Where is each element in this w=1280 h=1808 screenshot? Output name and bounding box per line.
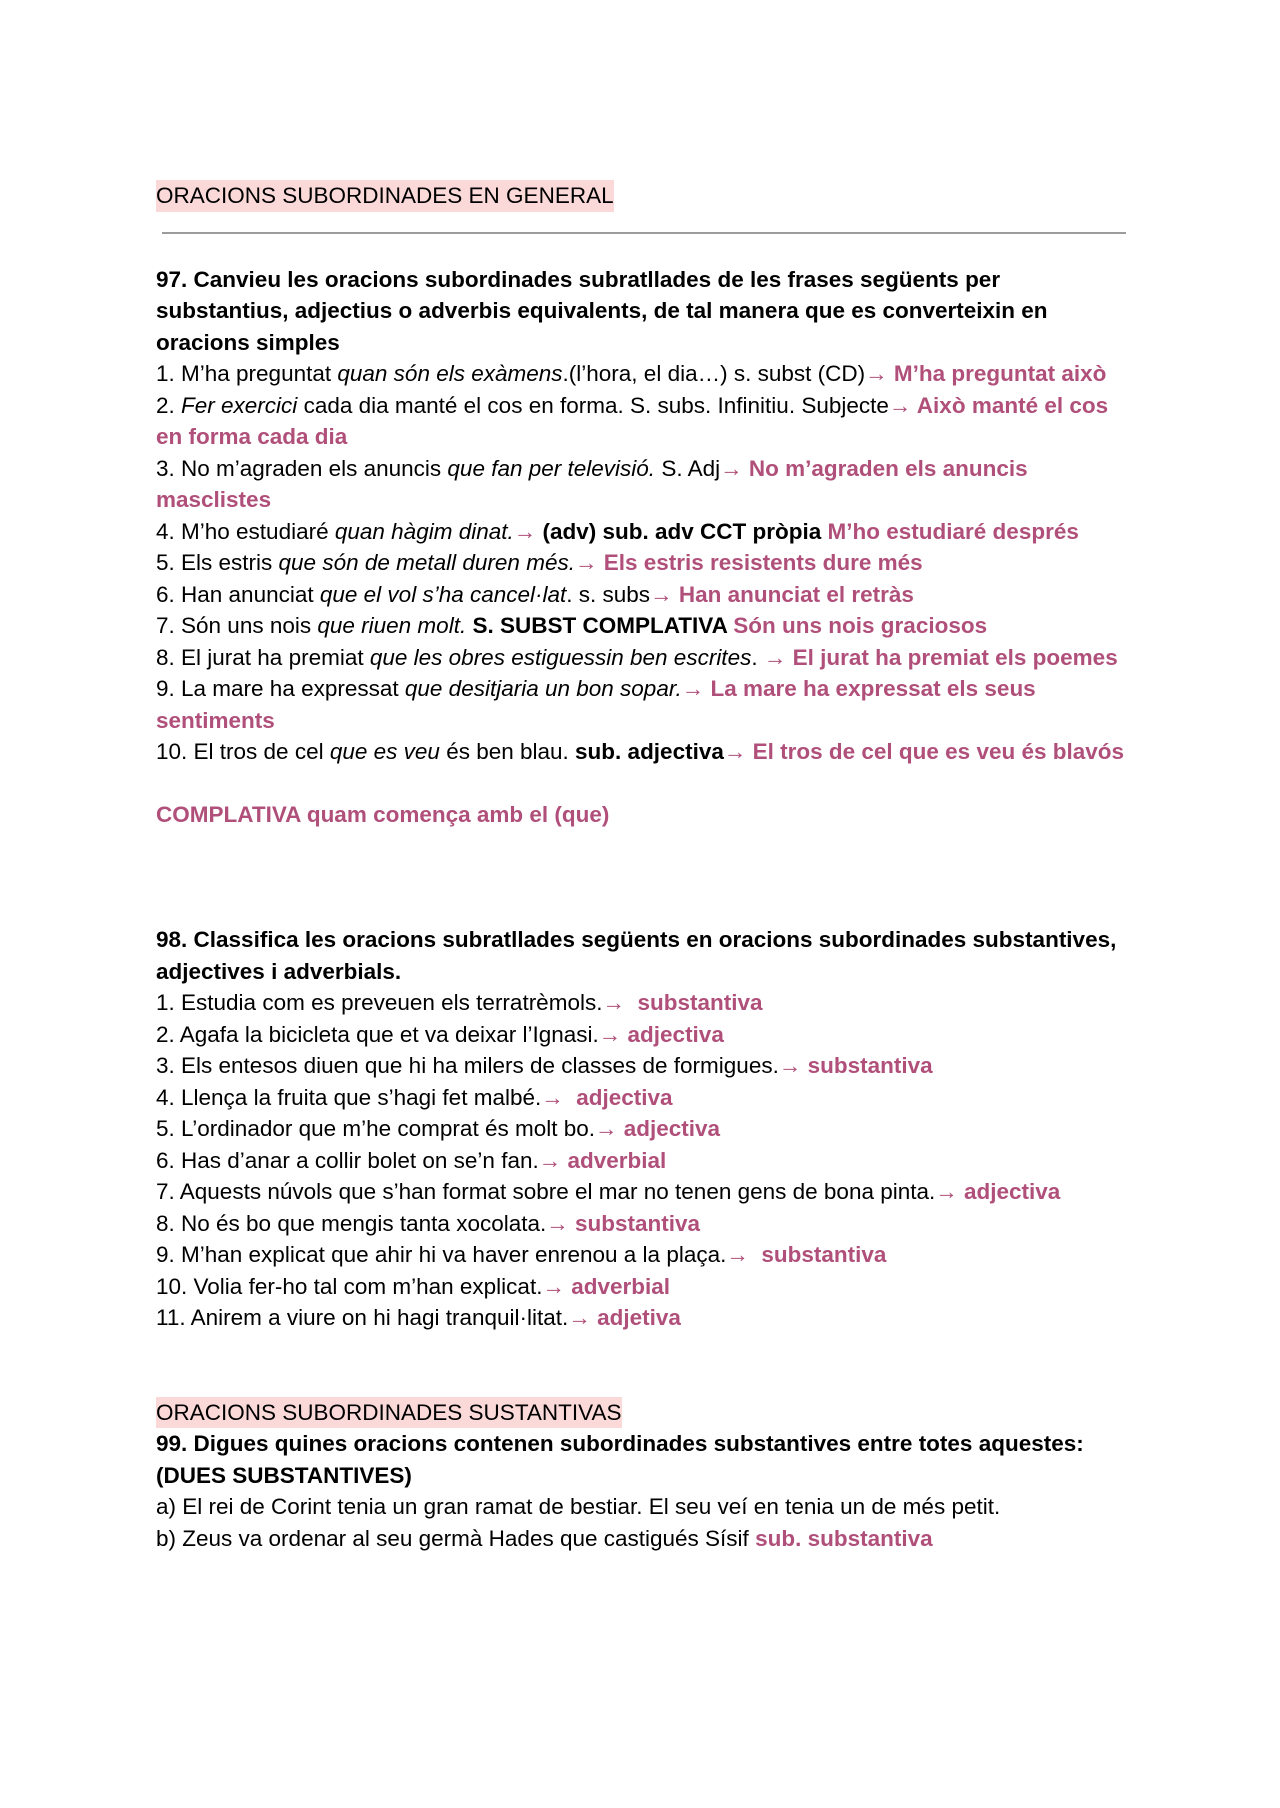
list-item: 9. La mare ha expressat que desitjaria un bon sopar.→ La mare ha expressat els seus sentiments — [156, 676, 1036, 733]
list-item: 11. Anirem a viure on hi hagi tranquil·litat.→ adjetiva — [156, 1305, 681, 1330]
section-heading-sustantivas: ORACIONS SUBORDINADES SUSTANTIVAS — [156, 1397, 622, 1429]
exercise-98-list — [156, 987, 1136, 1334]
exercise-97-list — [156, 358, 1136, 768]
list-item: 4. Llença la fruita que s’hagi fet malbé.→ adjectiva — [156, 1084, 673, 1110]
list-item: 6. Han anunciat que el vol s’ha cancel·lat. s. subs→ Han anunciat el retràs — [156, 581, 914, 607]
list-item: b) Zeus va ordenar al seu germà Hades que castigués Sísif sub. substantiva — [156, 1525, 933, 1551]
list-item: 9. M’han explicat que ahir hi va haver enrenou a la plaça.→ substantiva — [156, 1242, 887, 1267]
list-item: 4. M’ho estudiaré quan hàgim dinat.→ (adv) sub. adv CCT pròpia M’ho estudiaré després — [156, 518, 1079, 544]
list-item: 5. Els estris que són de metall duren més.→ Els estris resistents dure més — [156, 550, 923, 575]
list-item: 2. Fer exercici cada dia manté el cos en forma. S. subs. Infinitiu. Subjecte→ Això manté el cos en forma cada dia — [156, 392, 1109, 449]
list-item: 10. El tros de cel que es veu és ben blau. sub. adjectiva→ El tros de cel que es veu és blavós — [156, 739, 1125, 764]
list-item: 8. El jurat ha premiat que les obres estiguessin ben escrites. → El jurat ha premiat els poemes — [156, 644, 1118, 670]
list-item: 1. Estudia com es preveuen els terratrèmols.→ substantiva — [156, 990, 763, 1015]
list-item: 7. Són uns nois que riuen molt. S. SUBST COMPLATIVA Són uns nois graciosos — [156, 613, 988, 638]
exercise-97-title: 97. Canvieu les oracions subordinades subratllades de les frases següents per substantius, adjectius o adverbis equivalents, de tal manera que es converteixin en oracions simples — [156, 266, 1048, 355]
exercise-99-title: 99. Digues quines oracions contenen subordinades substantives entre totes aquestes: (DUES SUBSTANTIVES) — [156, 1431, 1084, 1488]
exercise-98-title: 98. Classifica les oracions subratllades següents en oracions subordinades substantives, adjectives i adverbials. — [156, 927, 1117, 984]
horizontal-rule — [162, 232, 1126, 234]
document-page — [156, 180, 1136, 1554]
section-heading-general: ORACIONS SUBORDINADES EN GENERAL — [156, 180, 614, 212]
list-item: 2. Agafa la bicicleta que et va deixar l’Ignasi.→ adjectiva — [156, 1021, 724, 1047]
list-item: 6. Has d’anar a collir bolet on se’n fan.→ adverbial — [156, 1147, 667, 1173]
list-item: 7. Aquests núvols que s’han format sobre el mar no tenen gens de bona pinta.→ adjectiva — [156, 1179, 1061, 1204]
list-item: a) El rei de Corint tenia un gran ramat de bestiar. El seu veí en tenia un de més petit. — [156, 1494, 1001, 1519]
list-item: 10. Volia fer-ho tal com m’han explicat.→ adverbial — [156, 1273, 671, 1299]
list-item: 5. L’ordinador que m’he comprat és molt bo.→ adjectiva — [156, 1116, 721, 1141]
list-item: 3. Els entesos diuen que hi ha milers de classes de formigues.→ substantiva — [156, 1053, 933, 1078]
exercise-99-list — [156, 1491, 1136, 1554]
list-item: 1. M’ha preguntat quan són els exàmens.(l’hora, el dia…) s. subst (CD)→ M’ha preguntat això — [156, 361, 1107, 386]
list-item: 8. No és bo que mengis tanta xocolata.→ substantiva — [156, 1210, 701, 1236]
list-item: 3. No m’agraden els anuncis que fan per televisió. S. Adj→ No m’agraden els anuncis masclistes — [156, 455, 1028, 512]
exercise-97-note: COMPLATIVA quam comença amb el (que) — [156, 801, 610, 827]
